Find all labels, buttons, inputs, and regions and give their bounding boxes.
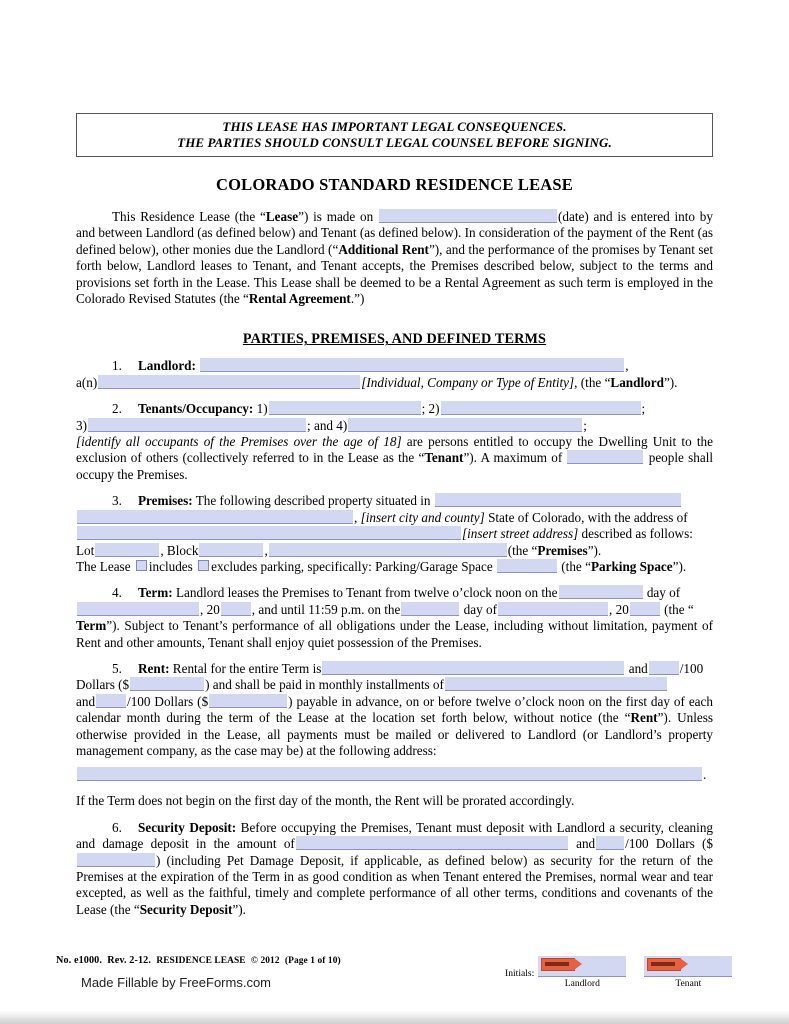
clause-6-number: 6. (112, 819, 122, 835)
clause-2-item1-marker: 1) (256, 401, 268, 417)
clause-1-mid: , (the “ (574, 374, 611, 390)
clause-3-city-county-line (76, 510, 713, 526)
clause-5-rent (76, 661, 713, 677)
clause-1-comma: , (625, 358, 629, 374)
clause-3-text-3: described as follows: (581, 526, 693, 542)
rent-payment-address-row (76, 766, 713, 784)
clause-2-number: 2. (112, 401, 122, 417)
intro-bold-lease: Lease (265, 209, 299, 224)
clause-2-sep1: ; 2) (421, 401, 440, 417)
rent-monthly-amount-field[interactable] (209, 694, 287, 708)
clause-3-number: 3. (112, 493, 122, 509)
clause-4-bold-term: Term (76, 618, 107, 634)
lot-field[interactable] (95, 543, 159, 557)
clause-3-block-label: , Block (160, 542, 199, 558)
clause-1-landlord (76, 358, 713, 374)
intro-text-5: .”) (350, 291, 365, 307)
clause-2-text-2: ”). A maximum of (463, 450, 563, 466)
clause-6-text-1: Before occupying the Premises, Tenant must deposit with Landlord a security, cleaning and damage deposit in the amount of (76, 819, 714, 852)
tenant-4-field[interactable] (348, 418, 582, 432)
clause-5-label: Rent: (138, 660, 170, 676)
clause-3-label: Premises: (138, 493, 193, 509)
intro-bold-additional-rent: Additional Rent (338, 241, 429, 257)
clause-2-end1: ; (641, 401, 646, 417)
clause-4-term-line2 (76, 602, 713, 618)
clause-3-premises-end: (the “ (507, 542, 538, 558)
clause-5-text-2: and (628, 660, 648, 676)
clause-3-text-1: The following described property situated in (195, 493, 431, 509)
clause-4-text-2: day of (646, 585, 681, 601)
clause-2-tenants-line2 (76, 418, 713, 434)
clause-5-number: 5. (112, 660, 122, 676)
clause-5-rent-line2 (76, 677, 713, 693)
clause-3-parking-close: ”). (672, 558, 687, 574)
tenant-1-field[interactable] (269, 401, 421, 415)
intro-paragraph (76, 209, 713, 307)
clause-2-sep3: ; and 4) (307, 417, 348, 433)
landlord-entity-type-field[interactable] (98, 375, 360, 389)
clause-5-dollars-label: Dollars ($ (76, 677, 130, 693)
rent-total-cents-field[interactable] (649, 661, 679, 675)
clause-2-bracket-identify: [identify all occupants of the Premises over the age of 18] (76, 434, 402, 450)
clause-3-bracket-street: [insert street address] (462, 526, 579, 542)
tenant-signature-tab-stripe (651, 962, 675, 966)
clause-3-lot-block-line (76, 543, 713, 559)
warning-line-1: THIS LEASE HAS IMPORTANT LEGAL CONSEQUENCES. (222, 119, 567, 134)
clause-1-number: 1. (112, 358, 122, 374)
clause-6-dollars-label: Dollars ($ (655, 836, 714, 852)
clause-2-label: Tenants/Occupancy: (138, 401, 254, 417)
intro-text-2: ”) is made on (298, 209, 374, 224)
street-address-field[interactable] (77, 526, 461, 540)
clause-4-text-5: day of (463, 601, 497, 617)
clause-5-text-5: and (76, 693, 96, 709)
clause-3-premises (76, 493, 713, 509)
initials-label: Initials: (505, 968, 535, 979)
clause-3-block-sep: , (264, 542, 268, 558)
clause-6-text-2: and (576, 836, 596, 852)
clause-2-end3: ; (583, 417, 587, 433)
parking-includes-checkbox[interactable] (136, 560, 147, 571)
landlord-name-field[interactable] (200, 358, 624, 372)
deposit-cents-field[interactable] (596, 836, 624, 850)
clause-4-term (76, 585, 713, 601)
landlord-initials-group (538, 956, 626, 989)
date-field[interactable] (379, 209, 557, 223)
legal-warning-box (76, 113, 713, 157)
footer-form-info (56, 955, 341, 966)
intro-text-3: (date) and is entered into by and between Landlord (as defined below) and Tenant (as defined below). In consideration of the payment of the Rent (as defined below), other monies due the Landlord (“ (76, 209, 713, 257)
clause-1-entity-line (76, 375, 713, 391)
clause-2-tenants (76, 401, 713, 417)
footer-form-number: No. e1000. (56, 955, 102, 966)
page-title: COLORADO STANDARD RESIDENCE LEASE (216, 175, 573, 194)
clause-4-text-1: Landlord leases the Premises to Tenant from twelve o’clock noon on the (175, 585, 558, 601)
clause-1-label: Landlord: (138, 358, 196, 374)
clause-2-text-1: are persons entitled to occupy the Dwelling Unit to the exclusion of others (collectively referred to in the Lease as the “ (76, 434, 713, 466)
clause-3-premises-close: ”). (587, 542, 602, 558)
clause-3-street-line (76, 526, 713, 542)
page-bottom-edge-shadow (0, 1010, 789, 1024)
clause-6-text-3-inline: /100 (625, 836, 649, 852)
term-start-day-field[interactable] (559, 585, 643, 599)
clause-3-lot-label: Lot (76, 542, 95, 558)
tenant-2-field[interactable] (441, 401, 641, 415)
clause-5-text-8: ”). Unless otherwise provided in the Lease, all payments must be mailed or delivered to Landlord (or Landlord’s property management company, as the case may be) at the following address: (76, 710, 713, 758)
clause-3-parking-line (76, 559, 713, 575)
parking-excludes-label: excludes parking, specifically: Parking/Garage Space (211, 558, 493, 574)
term-end-year-field[interactable] (630, 602, 660, 616)
clause-5-rent-line3 (76, 694, 713, 760)
term-start-year-field[interactable] (221, 602, 251, 616)
landlord-signature-tab-stripe (545, 962, 569, 966)
landlord-initials-field[interactable] (538, 956, 626, 977)
clause-3-parking-end: (the “ (561, 558, 591, 574)
page-footer (0, 955, 789, 1015)
clause-4-term-line3 (76, 618, 713, 651)
clause-6-security-deposit (76, 820, 713, 918)
clause-1-entity-bracket: [Individual, Company or Type of Entity] (361, 374, 575, 390)
rent-payment-address-field[interactable] (77, 767, 702, 781)
clause-3-bracket-city: [insert city and county] (360, 509, 485, 525)
clause-6-text-5: ”). (232, 901, 246, 917)
clause-5-bold-rent: Rent (630, 710, 658, 726)
tenant-signature-tab-icon (647, 958, 681, 971)
clause-4-text-7: (the “ (664, 601, 694, 617)
clause-3-comma: , (354, 509, 361, 525)
clause-5-text-6: /100 Dollars ($ (127, 693, 209, 709)
clause-4-text-6: , 20 (609, 601, 629, 617)
clause-5-address-period: . (703, 767, 707, 783)
clause-3-bold-parking-space: Parking Space (590, 558, 673, 574)
clause-6-label: Security Deposit: (138, 819, 237, 835)
parking-lead-text: The Lease (76, 558, 131, 574)
clause-1-bold-landlord: Landlord (610, 374, 664, 390)
clause-2-item3-marker: 3) (76, 417, 87, 433)
deposit-words-field[interactable] (296, 836, 568, 850)
rent-monthly-cents-field[interactable] (96, 694, 126, 708)
rent-total-words-field[interactable] (322, 661, 624, 675)
city-county-field[interactable] (77, 510, 353, 524)
clause-4-label: Term: (138, 585, 173, 601)
intro-text-1: This Residence Lease (the “ (112, 209, 266, 224)
clause-1-an-prefix: a(n) (76, 374, 98, 390)
footer-doc-name: RESIDENCE LEASE (156, 956, 246, 966)
clause-4-number: 4. (112, 585, 122, 601)
rent-monthly-words-field[interactable] (445, 677, 667, 691)
clause-6-bold-security-deposit: Security Deposit (139, 901, 233, 917)
warning-line-2: THE PARTIES SHOULD CONSULT LEGAL COUNSEL BEFORE SIGNING. (177, 134, 612, 150)
clause-1-end: ”). (663, 374, 678, 390)
rent-total-amount-field[interactable] (130, 677, 204, 691)
property-situated-field[interactable] (435, 493, 681, 507)
clause-4-text-3: , 20 (200, 601, 220, 617)
footer-copyright: © 2012 (250, 956, 280, 966)
intro-text-4: ”), and the performance of the promises by Tenant set forth below, Landlord leases to Tenant, and Tenant accepts, the Premises described below, subject to the terms and provisions set forth in the Lease. This Lease shall be deemed to be a Rental Agreement as such term is employed in the Colorado Revised Statutes (the “ (76, 241, 714, 307)
clause-6-text-4: ) (including Pet Damage Deposit, if applicable, as defined below) as security for the return of the Premises at the expiration of the Term in as good condition as when Tenant entered the Premises, normal wear and tear excepted, as well as the faithful, timely and complete performance of all other terms, conditions and covenants of the Lease (the “ (76, 852, 713, 917)
clause-2-bold-tenant: Tenant (424, 450, 464, 466)
footer-revision: Rev. 2-12. (107, 955, 152, 966)
landlord-initials-caption: Landlord (564, 978, 600, 989)
initials-block (505, 956, 750, 989)
section-heading-parties: PARTIES, PREMISES, AND DEFINED TERMS (242, 331, 547, 348)
term-end-day-field[interactable] (401, 602, 459, 616)
clause-5-text-7: ) payable in advance, on or before twelve o’clock noon on the first day of each calendar month during the term of the Lease at the location set forth below, without notice (the “ (76, 693, 713, 726)
term-start-month-field[interactable] (77, 602, 199, 616)
parking-includes-label: includes (148, 558, 193, 574)
tenant-initials-field[interactable] (644, 956, 732, 977)
clause-4-text-4: , and until 11:59 p.m. on the (251, 601, 401, 617)
parking-space-field[interactable] (497, 559, 557, 573)
tenant-initials-caption: Tenant (675, 978, 702, 989)
term-end-month-field[interactable] (498, 602, 608, 616)
freeforms-attribution: Made Fillable by FreeForms.com (81, 975, 271, 990)
page-content (76, 113, 713, 918)
intro-bold-rental-agreement: Rental Agreement (248, 291, 351, 307)
clause-3-text-2: State of Colorado, with the address of (488, 509, 688, 525)
clause-5-text-4: ) and shall be paid in monthly installments of (205, 677, 444, 693)
tenant-initials-group (644, 956, 732, 989)
tenant-3-field[interactable] (88, 418, 306, 432)
parking-excludes-checkbox[interactable] (198, 560, 209, 571)
clause-2-occupants-note (76, 434, 713, 483)
clause-5-text-3-inline: /100 (679, 660, 704, 676)
block-field[interactable] (199, 543, 263, 557)
clause-5-text-1: Rental for the entire Term is (172, 660, 322, 676)
clause-4-text-8: ”). Subject to Tenant’s performance of all obligations under the Lease, including without limitation, payment of Rent and other amounts, Tenant shall enjoy quiet possession of the Premises. (76, 618, 713, 650)
deposit-amount-field[interactable] (77, 853, 155, 867)
max-occupants-field[interactable] (567, 450, 643, 464)
footer-page-number: (Page 1 of 10) (284, 956, 341, 966)
landlord-signature-tab-icon (541, 958, 575, 971)
clause-2-text-3: people shall occupy the Premises. (76, 450, 714, 482)
legal-description-field[interactable] (269, 543, 507, 557)
clause-5-proration-note: If the Term does not begin on the first day of the month, the Rent will be prorated accordingly. (76, 793, 575, 809)
clause-3-bold-premises: Premises (537, 542, 588, 558)
